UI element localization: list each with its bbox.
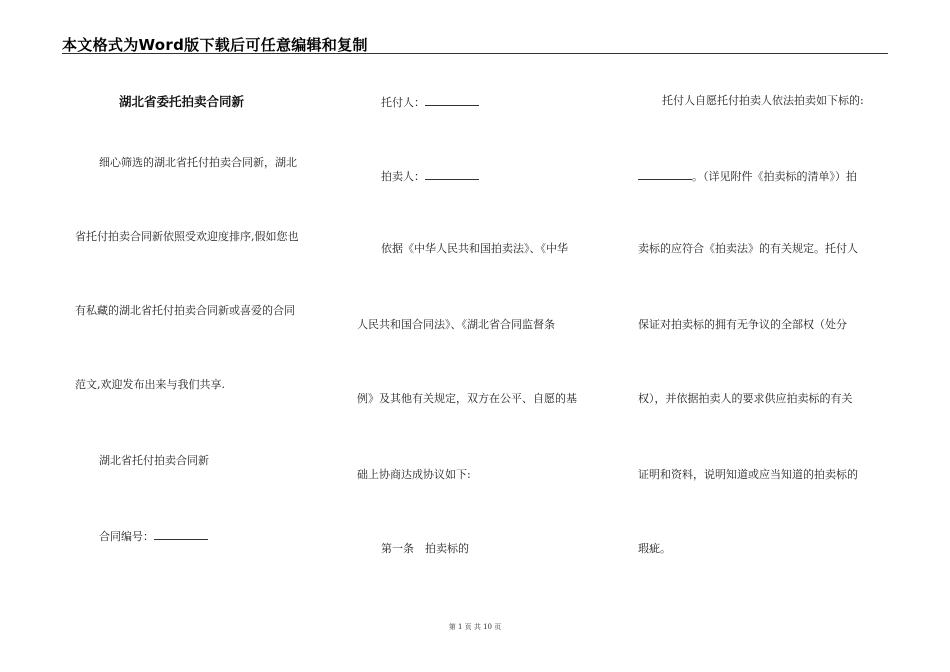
text-column-2 <box>357 88 602 608</box>
contract-number-blank <box>154 528 208 540</box>
body-line: 卖标的应符合《拍卖法》的有关规定。托付人 <box>638 242 858 255</box>
body-line: 人民共和国合同法》、《湖北省合同监督条 <box>357 318 555 331</box>
body-line: 范文,欢迎发布出来与我们共享. <box>75 378 225 391</box>
contract-number-line <box>99 528 208 543</box>
auctioneer-label: 拍卖人： <box>381 170 425 183</box>
article-heading: 第一条 拍卖标的 <box>381 542 469 555</box>
document-header: 本文格式为Word版下载后可任意编辑和复制 <box>62 36 368 54</box>
principal-blank <box>425 94 479 106</box>
auctioneer-line <box>381 168 479 183</box>
principal-line <box>381 94 479 109</box>
text-column-1 <box>75 88 320 608</box>
auction-item-text: 。（详见附件《拍卖标的清单》）拍 <box>692 170 857 183</box>
body-line: 权），并依据拍卖人的要求供应拍卖标的有关 <box>638 392 853 405</box>
body-line: 证明和资料，说明知道或应当知道的拍卖标的 <box>638 468 858 481</box>
auctioneer-blank <box>425 168 479 180</box>
principal-label: 托付人： <box>381 96 425 109</box>
page-number: 第 1 页 共 10 页 <box>448 623 502 631</box>
body-line: 省托付拍卖合同新依照受欢迎度排序,假如您也 <box>75 230 299 243</box>
auction-item-line <box>638 168 857 183</box>
text-column-3 <box>638 88 883 608</box>
body-line: 细心筛选的湖北省托付拍卖合同新，湖北 <box>99 156 297 169</box>
contract-number-label: 合同编号： <box>99 530 154 543</box>
body-line: 瑕疵。 <box>638 542 671 555</box>
header-divider <box>62 53 888 54</box>
document-title: 湖北省委托拍卖合同新 <box>119 94 245 109</box>
body-line: 依据《中华人民共和国拍卖法》、《中华 <box>381 242 568 255</box>
auction-item-blank <box>638 168 692 180</box>
body-line: 例》及其他有关规定，双方在公平、自愿的基 <box>357 392 577 405</box>
body-line: 有私藏的湖北省托付拍卖合同新或喜爱的合同 <box>75 304 295 317</box>
body-line: 础上协商达成协议如下: <box>357 468 471 481</box>
body-line: 保证对拍卖标的拥有无争议的全部权（处分 <box>638 318 847 331</box>
body-line: 湖北省托付拍卖合同新 <box>99 454 209 467</box>
body-line: 托付人自愿托付拍卖人依法拍卖如下标的: <box>662 94 864 107</box>
